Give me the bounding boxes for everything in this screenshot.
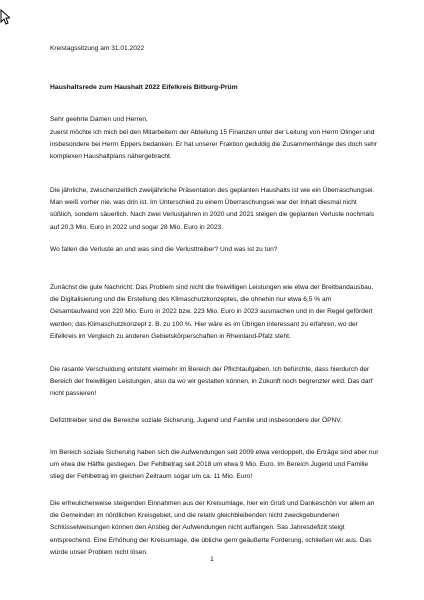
paragraph-thanks: zuerst möchte ich mich bei den Mitarbeitern der Abteilung 15 Finanzen unter der Leitung von Herrn Olinger und insbesondere bei Herrn Eppers bedanken. Er hat unserer Fraktion geduldig die Zusammenhänge des doch sehr komplexen Haushaltplans nähergebracht. xyxy=(50,129,377,161)
paragraph-surprise-egg: Die jährliche, zwischenzeitlich zweijährliche Präsentation des geplanten Haushalts ist wie ein Überraschungsei. Man weiß vorher nie, was drin ist. Im Unterschied zu einem Überraschungsei war der Inhalt diesmal nicht süßlich, sondern säuerlich. Nach zwei Verlustjahren in 2020 und 2021 steigen die geplanten Verluste nochmals auf 20,3 Mio. Euro in 2022 und sogar 28 Mio. Euro in 2023. xyxy=(50,187,375,231)
paragraph-debt: Die rasante Verschuldung entsteht vielmehr im Bereich der Pflichtaufgaben. Ich befürchte, dass hierdurch der Bereich der freiwilligen Leistungen, also da wo wir gestalten können, in Zukunft noch begrenzter wird. Das darf nicht passieren! xyxy=(50,366,373,398)
paragraph-social-security: Im Bereich soziale Sicherung haben sich die Aufwendungen seit 2009 etwa verdoppelt, die Erträge sind aber nur um etwa die Hälfte gestiegen. Der Fehlbetrag seit 2018 um etwa 9 Mio. Euro. Im Bereich Jugend und Familie stieg der Fehlbetrag im gleichen Zeitraum sogar um ca. 11 Mio. Euro! xyxy=(50,449,379,481)
paragraph-good-news: Zunächst die gute Nachricht: Das Problem sind nicht die freiwilligen Leistungen wie etwa der Breitbandausbau, die Digitalisierung und die Erstellung des Klimaschutzkonzeptes, die ohnehin nur etwa 6,5 % am Gesamtaufwand von 220 Mio. Euro in 2022 bzw. 223 Mio. Euro in 2023 ausmachen und in der Regel gefördert werden; das Klimaschutzkonzept z. B. zu 100 %. Hier wäre es im Übrigen interessant zu erfahren, wo der Eifelkreis im Vergleich zu anderen Gebietskörperschaften in Rheinland-Pfalz steht. xyxy=(50,284,374,340)
meeting-date-line: Kreistagssitzung am 31.01.2022 xyxy=(50,45,145,52)
paragraph-question: Wo fallen die Verluste an und was sind die Verlusttreiber? Und was ist zu tun? xyxy=(50,246,278,253)
page-number: 1 xyxy=(210,556,214,563)
document-title: Haushaltsrede zum Haushalt 2022 Eifelkreis Bitburg-Prüm xyxy=(50,84,238,91)
paragraph-deficit-drivers: Defizittreiber sind die Bereiche soziale Sicherung, Jugend und Familie und insbesondere der ÖPNV. xyxy=(50,417,342,424)
paragraph-county-levy: Die erfreulicherweise steigenden Einnahmen aus der Kreisumlage, hier ein Gruß und Dankeschön vor allem an die Gemeinden im nördlichen Kreisgebiet, und die relativ gleichbleibenden nicht zweckgebundenen Schlüsselweisungen können den Anstieg der Aufwendungen nicht auffangen. Sas Jahresdefizit steigt entsprechend. Eine Erhöhung der Kreisumlage, die übliche gern geäußerte Forderung, schließen wir aus. Das würde unser Problem nicht lösen. xyxy=(50,500,375,556)
greeting: Sehr geehrte Damen und Herren, xyxy=(50,116,148,123)
